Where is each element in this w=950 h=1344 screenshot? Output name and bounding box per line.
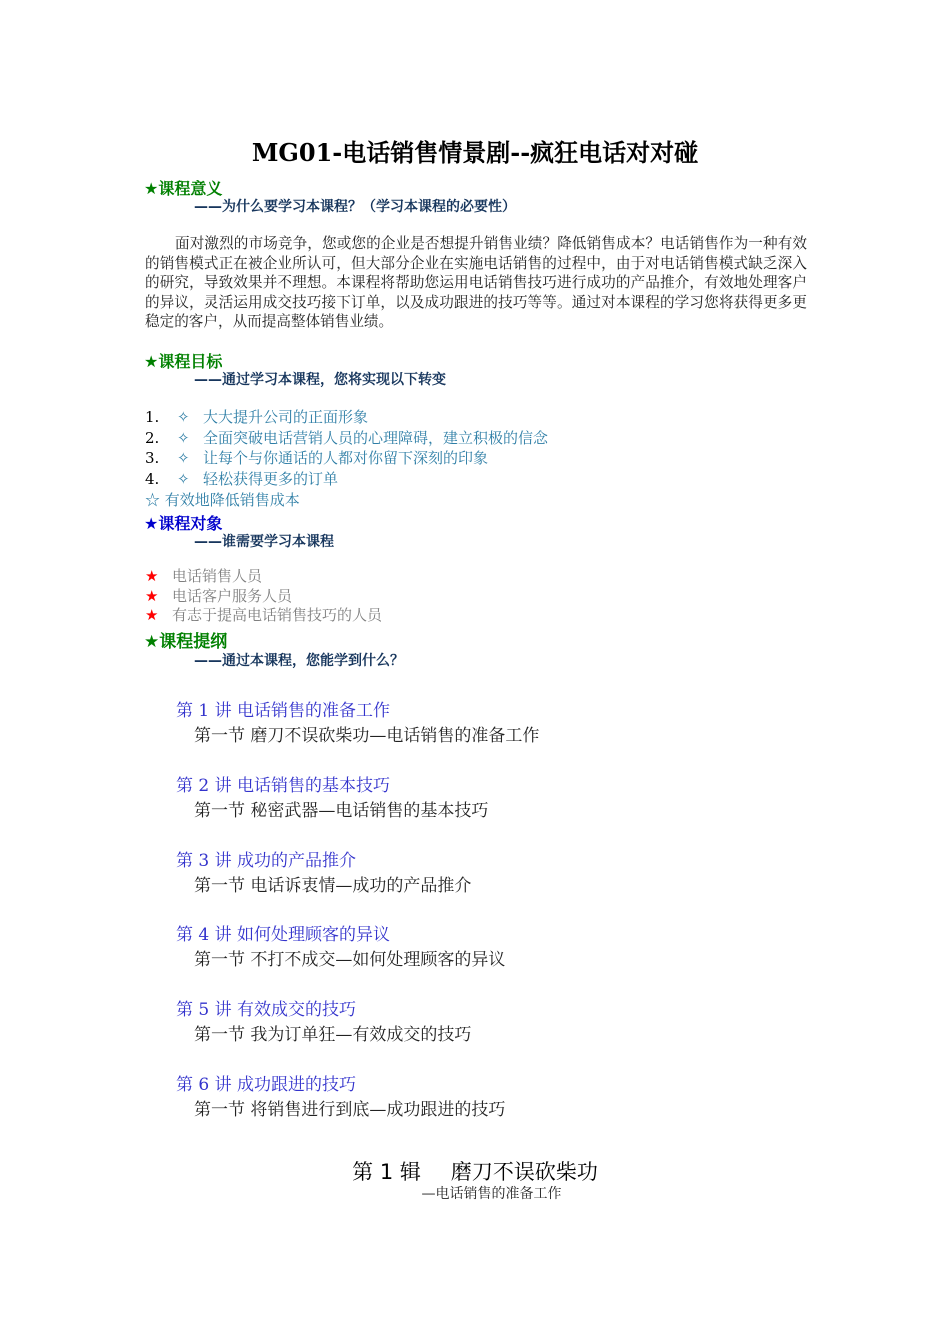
list-item — [145, 606, 382, 626]
lecture-title: 第 4 讲 如何处理顾客的异议 — [176, 925, 391, 945]
list-item-text: 有志于提高电话销售技巧的人员 — [172, 606, 383, 625]
chapter-label: 第 1 辑 — [352, 1160, 421, 1184]
list-item — [145, 407, 548, 428]
lecture-title: 第 6 讲 成功跟进的技巧 — [176, 1075, 357, 1095]
goals-list — [145, 407, 548, 510]
outline-heading: ★课程提纲 — [144, 632, 228, 652]
list-number: 1. — [145, 408, 160, 426]
list-item-text: 全面突破电话营销人员的心理障碍，建立积极的信念 — [203, 428, 549, 447]
audience-list — [145, 567, 382, 626]
list-item-text: 大大提升公司的正面形象 — [203, 408, 369, 426]
goals-heading: ★课程目标 — [144, 352, 223, 371]
meaning-heading: ★课程意义 — [144, 179, 223, 198]
list-number: 4. — [145, 470, 160, 489]
list-item-text: 电话客户服务人员 — [172, 586, 293, 605]
lecture-section: 第一节 磨刀不误砍柴功—电话销售的准备工作 — [194, 726, 540, 746]
list-item — [145, 587, 382, 607]
list-item-text: 电话销售人员 — [172, 567, 263, 585]
list-item-text: 轻松获得更多的订单 — [203, 470, 339, 489]
sparkle-icon: ✧ — [177, 428, 190, 447]
lecture-section: 第一节 秘密武器—电话销售的基本技巧 — [194, 801, 489, 821]
chapter-heading — [0, 1156, 950, 1186]
sparkle-icon: ✧ — [177, 470, 190, 489]
lecture-title: 第 5 讲 有效成交的技巧 — [176, 1000, 357, 1020]
lecture-section: 第一节 电话诉衷情—成功的产品推介 — [194, 876, 472, 896]
meaning-paragraph: 面对激烈的市场竞争，您或您的企业是否想提升销售业绩？降低销售成本？电话销售作为一种有效的销售模式正在被企业所认可，但大部分企业在实施电话销售的过程中，由于对电话销售模式缺乏深入的研究，导致效果并不理想。本课程将帮助您运用电话销售技巧进行成功的产品推介，有效地处理客户的异议，灵活运用成交技巧接下订单，以及成功跟进的技巧等等。通过对本课程的学习您将获得更多更稳定的客户，从而提高整体销售业绩。 — [145, 235, 807, 330]
chapter-title: 磨刀不误砍柴功 — [450, 1160, 598, 1184]
list-item — [145, 469, 548, 490]
lecture-section: 第一节 将销售进行到底—成功跟进的技巧 — [194, 1100, 506, 1120]
sparkle-icon: ✧ — [177, 408, 190, 426]
meaning-subheading: ——为什么要学习本课程？（学习本课程的必要性） — [194, 199, 516, 215]
lecture-section: 第一节 我为订单狂—有效成交的技巧 — [194, 1025, 472, 1045]
outline-subheading: ——通过本课程，您能学到什么？ — [194, 653, 404, 669]
sparkle-icon: ✧ — [177, 449, 190, 468]
chapter-subtitle: —电话销售的准备工作 — [421, 1186, 562, 1202]
audience-heading: ★课程对象 — [144, 514, 223, 533]
lecture-title: 第 1 讲 电话销售的准备工作 — [176, 701, 391, 721]
list-item — [145, 448, 548, 469]
list-number: 3. — [145, 449, 160, 468]
list-item-text: 让每个与你通话的人都对你留下深刻的印象 — [203, 449, 489, 468]
lecture-section: 第一节 不打不成交—如何处理顾客的异议 — [194, 950, 506, 970]
goals-subheading: ——通过学习本课程，您将实现以下转变 — [194, 372, 446, 388]
lecture-title: 第 2 讲 电话销售的基本技巧 — [176, 776, 391, 796]
audience-subheading: ——谁需要学习本课程 — [194, 534, 334, 550]
star-icon: ★ — [145, 567, 159, 585]
star-icon: ★ — [145, 586, 159, 605]
star-icon: ★ — [145, 606, 159, 625]
list-item-extra: ☆ 有效地降低销售成本 — [145, 490, 300, 509]
list-number: 2. — [145, 428, 160, 447]
document-title: MG01-电话销售情景剧--疯狂电话对对碰 — [251, 138, 699, 167]
list-item — [145, 567, 382, 587]
lecture-title: 第 3 讲 成功的产品推介 — [176, 851, 357, 871]
list-item — [145, 428, 548, 449]
